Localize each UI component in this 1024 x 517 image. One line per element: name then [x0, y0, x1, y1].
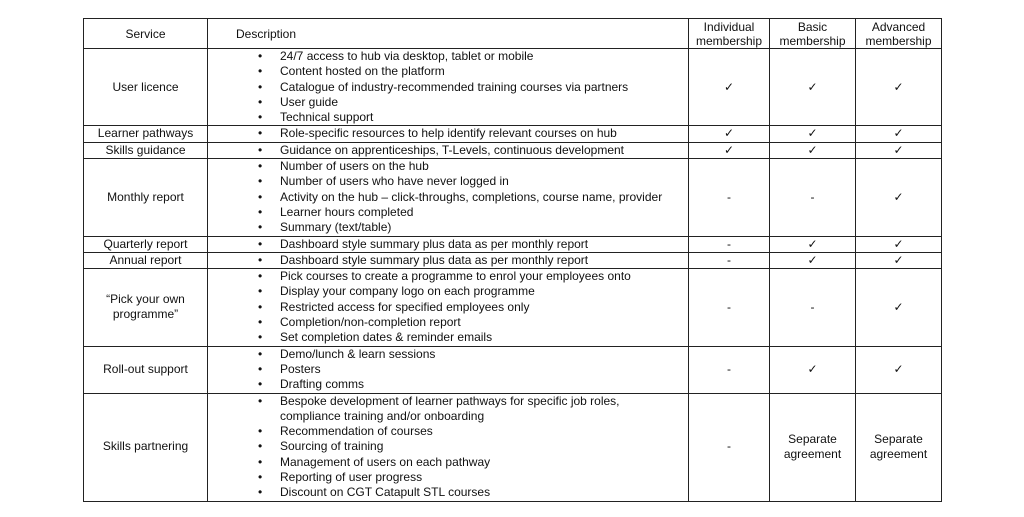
individual-cell: ✓	[689, 49, 770, 126]
table-row	[84, 252, 942, 268]
description-item: • Management of users on each pathway	[208, 455, 688, 470]
advanced-cell: ✓	[856, 269, 942, 346]
service-cell: User licence	[84, 49, 208, 126]
description-item: • Completion/non-completion report	[208, 315, 688, 330]
membership-comparison-table	[83, 18, 942, 502]
basic-cell: ✓	[770, 126, 856, 142]
service-cell: Monthly report	[84, 159, 208, 236]
individual-cell: ✓	[689, 142, 770, 158]
description-item: • Display your company logo on each programme	[208, 284, 688, 299]
advanced-cell: ✓	[856, 49, 942, 126]
basic-cell: -	[770, 269, 856, 346]
description-item: • Reporting of user progress	[208, 470, 688, 485]
description-cell	[208, 159, 689, 236]
description-item: • Sourcing of training	[208, 439, 688, 454]
basic-cell: -	[770, 159, 856, 236]
description-item: • Demo/lunch & learn sessions	[208, 347, 688, 362]
basic-cell: ✓	[770, 236, 856, 252]
description-item: • Bespoke development of learner pathways for specific job roles, compliance training and/or onboarding	[208, 394, 688, 425]
description-cell	[208, 393, 689, 501]
description-item: • Catalogue of industry-recommended training courses via partners	[208, 80, 688, 95]
individual-cell: -	[689, 269, 770, 346]
basic-cell: ✓	[770, 346, 856, 393]
advanced-cell: ✓	[856, 236, 942, 252]
description-item: • Dashboard style summary plus data as per monthly report	[208, 253, 688, 268]
description-cell	[208, 269, 689, 346]
table-row	[84, 393, 942, 501]
description-item: • 24/7 access to hub via desktop, tablet or mobile	[208, 49, 688, 64]
description-item: • Discount on CGT Catapult STL courses	[208, 485, 688, 500]
advanced-cell: ✓	[856, 159, 942, 236]
description-cell	[208, 142, 689, 158]
description-item: • Activity on the hub – click-throughs, completions, course name, provider	[208, 190, 688, 205]
description-item: • Summary (text/table)	[208, 220, 688, 235]
description-list	[208, 253, 688, 268]
description-item: • Posters	[208, 362, 688, 377]
description-item: • Content hosted on the platform	[208, 64, 688, 79]
description-cell	[208, 252, 689, 268]
description-list	[208, 143, 688, 158]
header-basic: Basic membership	[770, 19, 856, 49]
individual-cell: -	[689, 252, 770, 268]
service-cell: “Pick your own programme”	[84, 269, 208, 346]
table-row	[84, 49, 942, 126]
basic-cell: ✓	[770, 142, 856, 158]
individual-cell: -	[689, 346, 770, 393]
description-item: • Pick courses to create a programme to enrol your employees onto	[208, 269, 688, 284]
header-individual: Individual membership	[689, 19, 770, 49]
description-list	[208, 347, 688, 393]
header-advanced: Advanced membership	[856, 19, 942, 49]
header-row	[84, 19, 942, 49]
advanced-cell: ✓	[856, 346, 942, 393]
description-item: • Learner hours completed	[208, 205, 688, 220]
description-item: • Technical support	[208, 110, 688, 125]
description-list	[208, 269, 688, 345]
table-row	[84, 269, 942, 346]
basic-cell: ✓	[770, 49, 856, 126]
individual-cell: -	[689, 159, 770, 236]
description-item: • Guidance on apprenticeships, T-Levels, continuous development	[208, 143, 688, 158]
individual-cell: -	[689, 236, 770, 252]
individual-cell: -	[689, 393, 770, 501]
header-service: Service	[84, 19, 208, 49]
description-item: • User guide	[208, 95, 688, 110]
description-item: • Dashboard style summary plus data as per monthly report	[208, 237, 688, 252]
table-row	[84, 159, 942, 236]
description-list	[208, 126, 688, 141]
membership-table-container	[83, 18, 941, 502]
description-list	[208, 237, 688, 252]
advanced-cell: ✓	[856, 126, 942, 142]
service-cell: Learner pathways	[84, 126, 208, 142]
header-description: Description	[208, 19, 689, 49]
description-cell	[208, 126, 689, 142]
description-list	[208, 159, 688, 235]
description-item: • Set completion dates & reminder emails	[208, 330, 688, 345]
service-cell: Roll-out support	[84, 346, 208, 393]
table-row	[84, 236, 942, 252]
advanced-cell: ✓	[856, 252, 942, 268]
description-item: • Recommendation of courses	[208, 424, 688, 439]
basic-cell: Separate agreement	[770, 393, 856, 501]
description-item: • Restricted access for specified employees only	[208, 300, 688, 315]
advanced-cell: ✓	[856, 142, 942, 158]
description-item: • Role-specific resources to help identify relevant courses on hub	[208, 126, 688, 141]
service-cell: Quarterly report	[84, 236, 208, 252]
description-item: • Number of users who have never logged in	[208, 174, 688, 189]
table-row	[84, 126, 942, 142]
advanced-cell: Separate agreement	[856, 393, 942, 501]
service-cell: Skills guidance	[84, 142, 208, 158]
description-cell	[208, 49, 689, 126]
description-list	[208, 49, 688, 125]
individual-cell: ✓	[689, 126, 770, 142]
service-cell: Annual report	[84, 252, 208, 268]
description-cell	[208, 346, 689, 393]
description-list	[208, 394, 688, 501]
basic-cell: ✓	[770, 252, 856, 268]
table-body	[84, 49, 942, 502]
description-item: • Number of users on the hub	[208, 159, 688, 174]
service-cell: Skills partnering	[84, 393, 208, 501]
description-cell	[208, 236, 689, 252]
description-item: • Drafting comms	[208, 377, 688, 392]
table-row	[84, 142, 942, 158]
table-row	[84, 346, 942, 393]
